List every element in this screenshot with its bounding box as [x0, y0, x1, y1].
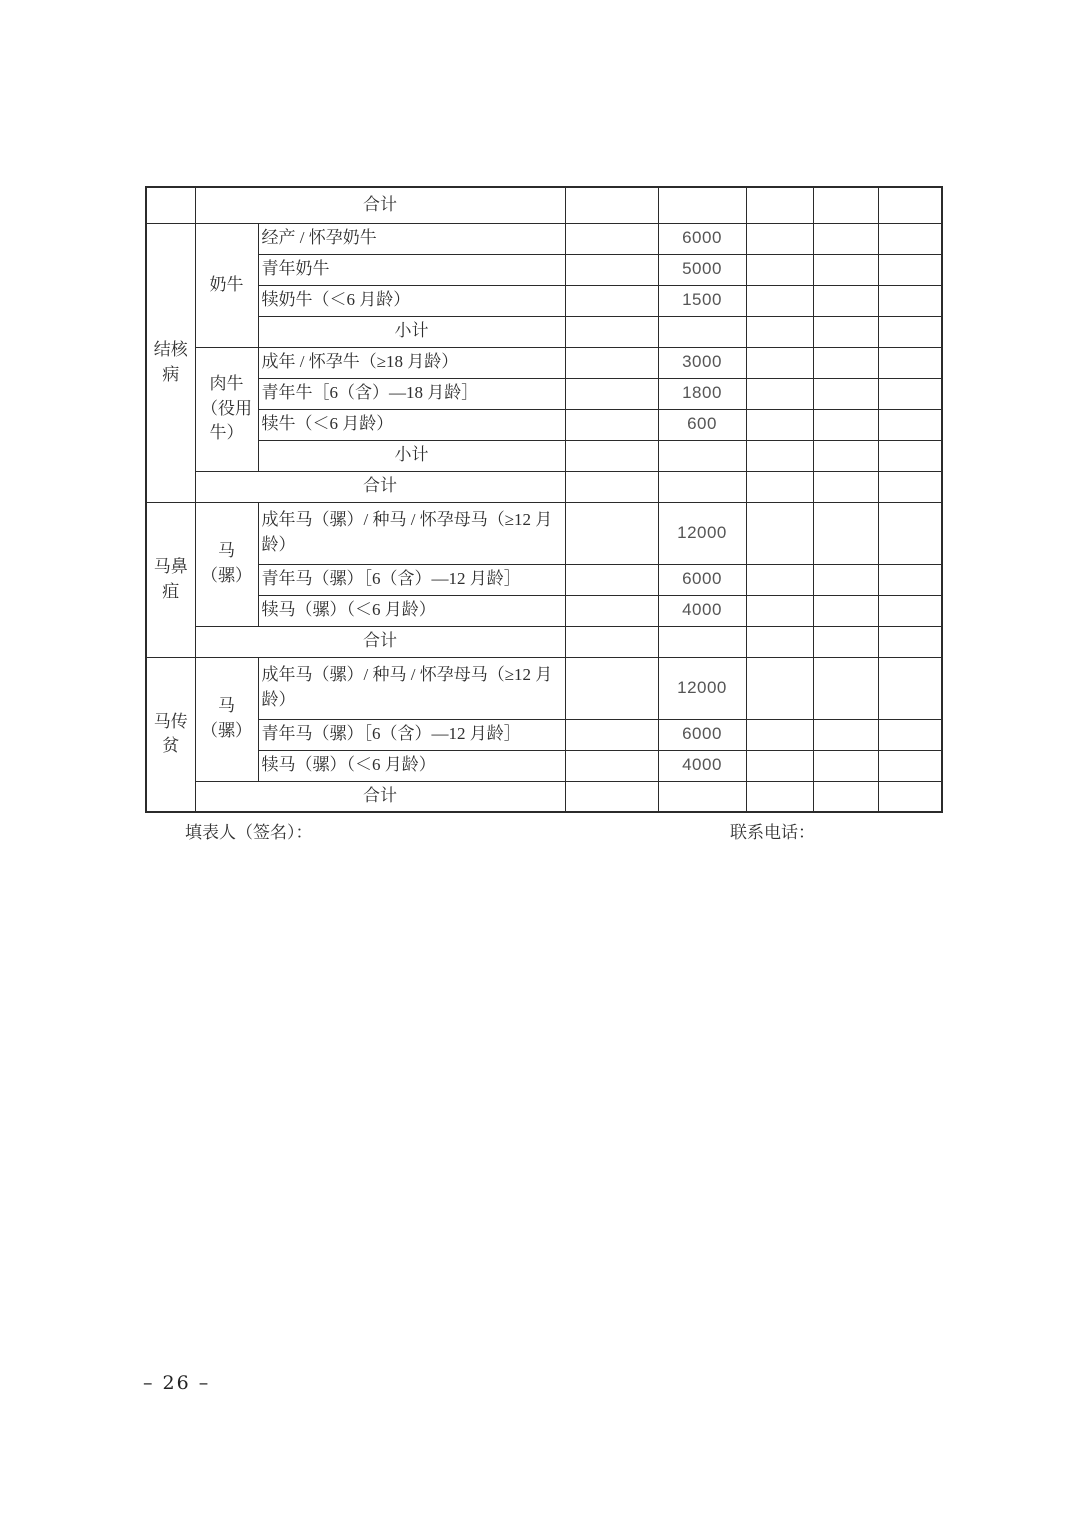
table-row: [146, 750, 942, 781]
empty-cell: [565, 409, 658, 440]
empty-cell: [878, 781, 942, 812]
category-cell: 经产 / 怀孕奶牛: [258, 223, 565, 254]
empty-cell: [565, 595, 658, 626]
empty-cell: [658, 440, 746, 471]
table-row: [146, 564, 942, 595]
value-cell: 6000: [658, 223, 746, 254]
empty-cell: [565, 750, 658, 781]
value-cell: 6000: [658, 719, 746, 750]
value-cell: 600: [658, 409, 746, 440]
empty-cell: [565, 502, 658, 564]
empty-cell: [878, 440, 942, 471]
empty-cell: [813, 471, 878, 502]
empty-cell: [813, 409, 878, 440]
empty-cell: [565, 285, 658, 316]
empty-cell: [565, 187, 658, 223]
table-row: [146, 657, 942, 719]
empty-cell: [813, 502, 878, 564]
value-cell: 6000: [658, 564, 746, 595]
value-cell: 4000: [658, 750, 746, 781]
section-total-cell: 合计: [195, 626, 565, 657]
empty-cell: [813, 564, 878, 595]
empty-cell: [565, 378, 658, 409]
category-cell: 犊马（骡）（＜6 月龄）: [258, 595, 565, 626]
table-row: [146, 378, 942, 409]
table-row: [146, 719, 942, 750]
empty-cell: [658, 187, 746, 223]
empty-cell: [813, 187, 878, 223]
empty-cell: [746, 657, 813, 719]
empty-cell: [565, 781, 658, 812]
category-cell: 犊马（骡）（＜6 月龄）: [258, 750, 565, 781]
empty-cell: [813, 719, 878, 750]
empty-cell: [746, 626, 813, 657]
empty-cell: [813, 378, 878, 409]
empty-cell: [146, 187, 195, 223]
empty-cell: [565, 440, 658, 471]
value-cell: 5000: [658, 254, 746, 285]
table-row: [146, 781, 942, 812]
value-cell: 3000: [658, 347, 746, 378]
table-row: [146, 409, 942, 440]
empty-cell: [565, 471, 658, 502]
empty-cell: [878, 223, 942, 254]
contact-phone-label: 联系电话：: [730, 823, 815, 842]
category-cell: 青年牛［6（含）—18 月龄］: [258, 378, 565, 409]
empty-cell: [565, 223, 658, 254]
empty-cell: [813, 750, 878, 781]
table-row: [146, 254, 942, 285]
empty-cell: [878, 254, 942, 285]
empty-cell: [878, 409, 942, 440]
empty-cell: [565, 626, 658, 657]
empty-cell: [565, 254, 658, 285]
category-cell: 成年 / 怀孕牛（≥18 月龄）: [258, 347, 565, 378]
empty-cell: [813, 223, 878, 254]
category-cell: 青年马（骡）［6（含）—12 月龄］: [258, 719, 565, 750]
empty-cell: [813, 254, 878, 285]
table-row: [146, 471, 942, 502]
empty-cell: [565, 719, 658, 750]
subtotal-cell: 小计: [258, 316, 565, 347]
table-row: [146, 440, 942, 471]
empty-cell: [813, 316, 878, 347]
empty-cell: [878, 285, 942, 316]
empty-cell: [746, 223, 813, 254]
table-row: [146, 502, 942, 564]
table-row: [146, 626, 942, 657]
empty-cell: [746, 750, 813, 781]
empty-cell: [878, 502, 942, 564]
empty-cell: [746, 595, 813, 626]
category-cell: 成年马（骡）/ 种马 / 怀孕母马（≥12 月龄）: [258, 657, 565, 719]
disease-cell-eia: 马传贫: [146, 657, 195, 812]
disease-cell-glanders: 马鼻疽: [146, 502, 195, 657]
empty-cell: [658, 471, 746, 502]
value-cell: 1500: [658, 285, 746, 316]
empty-cell: [878, 187, 942, 223]
table-row: [146, 223, 942, 254]
animal-cell-beef-cattle: 肉牛（役用牛）: [195, 347, 258, 471]
empty-cell: [813, 781, 878, 812]
empty-cell: [813, 657, 878, 719]
empty-cell: [746, 564, 813, 595]
value-cell: 1800: [658, 378, 746, 409]
empty-cell: [658, 626, 746, 657]
empty-cell: [746, 285, 813, 316]
category-cell: 青年马（骡）［6（含）—12 月龄］: [258, 564, 565, 595]
empty-cell: [813, 440, 878, 471]
carryover-total-cell: 合计: [195, 187, 565, 223]
value-cell: 12000: [658, 657, 746, 719]
empty-cell: [746, 378, 813, 409]
section-total-cell: 合计: [195, 781, 565, 812]
animal-cell-dairy-cattle: 奶牛: [195, 223, 258, 347]
empty-cell: [658, 316, 746, 347]
form-filler-label: 填表人（签名）：: [185, 823, 313, 842]
empty-cell: [746, 409, 813, 440]
empty-cell: [878, 564, 942, 595]
empty-cell: [746, 440, 813, 471]
empty-cell: [565, 316, 658, 347]
value-cell: 12000: [658, 502, 746, 564]
empty-cell: [746, 316, 813, 347]
table-row: [146, 285, 942, 316]
empty-cell: [746, 471, 813, 502]
category-cell: 青年奶牛: [258, 254, 565, 285]
empty-cell: [565, 564, 658, 595]
category-cell: 犊奶牛（＜6 月龄）: [258, 285, 565, 316]
page-number: – 26 –: [143, 1372, 211, 1394]
section-total-cell: 合计: [195, 471, 565, 502]
empty-cell: [878, 750, 942, 781]
value-cell: 4000: [658, 595, 746, 626]
animal-cell-horse-mule: 马（骡）: [195, 502, 258, 626]
empty-cell: [878, 347, 942, 378]
empty-cell: [746, 719, 813, 750]
empty-cell: [746, 347, 813, 378]
empty-cell: [878, 471, 942, 502]
empty-cell: [878, 719, 942, 750]
empty-cell: [813, 626, 878, 657]
disease-cell-tuberculosis: 结核病: [146, 223, 195, 502]
table-row: [146, 595, 942, 626]
empty-cell: [565, 347, 658, 378]
compensation-standard-table: [145, 186, 943, 813]
empty-cell: [813, 285, 878, 316]
empty-cell: [746, 502, 813, 564]
subtotal-cell: 小计: [258, 440, 565, 471]
empty-cell: [658, 781, 746, 812]
table-row: [146, 347, 942, 378]
empty-cell: [878, 378, 942, 409]
table-row: [146, 316, 942, 347]
empty-cell: [878, 657, 942, 719]
empty-cell: [878, 595, 942, 626]
empty-cell: [746, 254, 813, 285]
empty-cell: [813, 347, 878, 378]
empty-cell: [746, 187, 813, 223]
empty-cell: [746, 781, 813, 812]
empty-cell: [813, 595, 878, 626]
empty-cell: [878, 316, 942, 347]
category-cell: 成年马（骡）/ 种马 / 怀孕母马（≥12 月龄）: [258, 502, 565, 564]
animal-cell-horse-mule: 马（骡）: [195, 657, 258, 781]
category-cell: 犊牛（＜6 月龄）: [258, 409, 565, 440]
empty-cell: [565, 657, 658, 719]
table-row: [146, 187, 942, 223]
empty-cell: [878, 626, 942, 657]
